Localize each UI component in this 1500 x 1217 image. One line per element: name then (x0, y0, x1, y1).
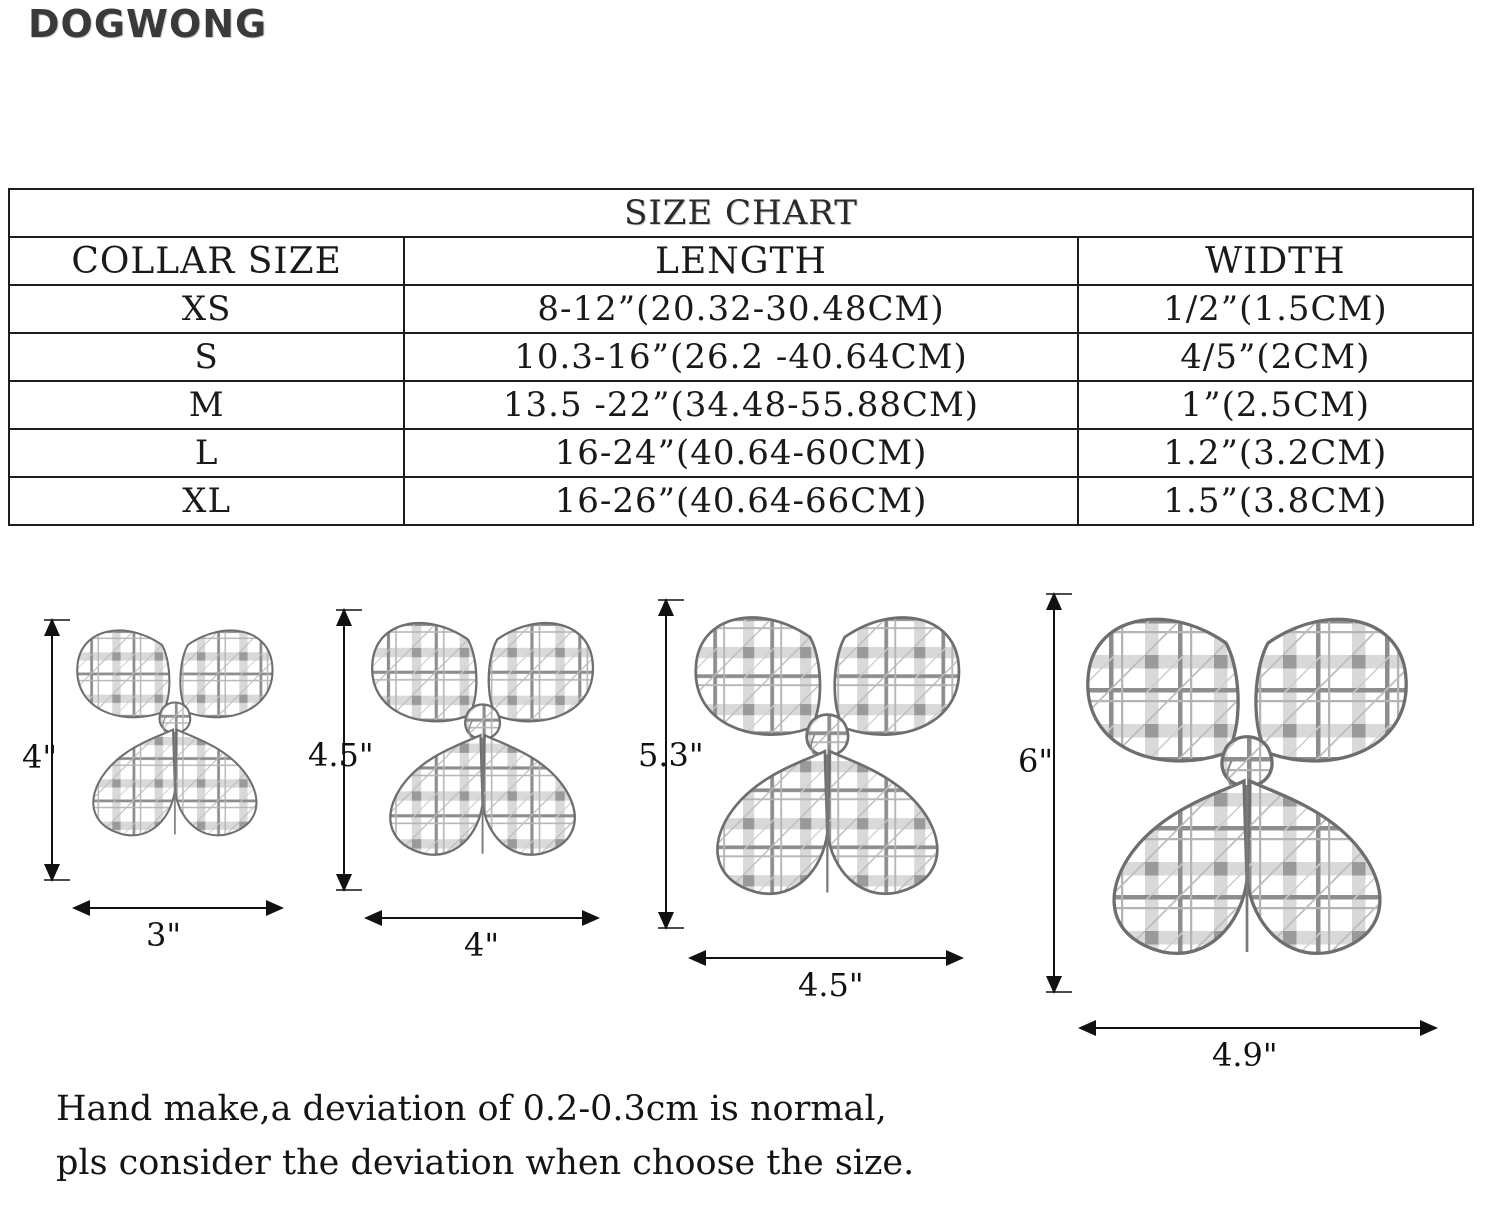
bow-small-width-label: 3" (146, 916, 182, 954)
column-header-length: LENGTH (404, 237, 1077, 285)
bow-small-height-label: 4" (22, 738, 58, 776)
table-row (9, 285, 1473, 333)
size-chart-section (8, 188, 1474, 526)
cell-width-xl: 1.5”(3.8CM) (1078, 477, 1473, 525)
bow-extra-large-graphic (1036, 572, 1476, 1072)
cell-length-xl: 16-26”(40.64-66CM) (404, 477, 1077, 525)
bow-small (22, 598, 330, 954)
column-header-width: WIDTH (1078, 237, 1473, 285)
bow-large (638, 578, 1020, 1004)
cell-size-s: S (9, 333, 404, 381)
size-chart-table (8, 188, 1474, 526)
table-row (9, 429, 1473, 477)
bow-extra-large-width-label: 4.9" (1212, 1036, 1278, 1074)
cell-size-xl: XL (9, 477, 404, 525)
brand-logo: DOGWONG (28, 2, 268, 46)
bow-medium-width-label: 4" (464, 926, 500, 964)
cell-size-l: L (9, 429, 404, 477)
cell-length-s: 10.3-16”(26.2 -40.64CM) (404, 333, 1077, 381)
deviation-note-line-2: pls consider the deviation when choose the size. (56, 1143, 915, 1184)
cell-width-xs: 1/2”(1.5CM) (1078, 285, 1473, 333)
cell-length-xs: 8-12”(20.32-30.48CM) (404, 285, 1077, 333)
table-row (9, 333, 1473, 381)
cell-length-m: 13.5 -22”(34.48-55.88CM) (404, 381, 1077, 429)
cell-width-m: 1”(2.5CM) (1078, 381, 1473, 429)
table-header-row (9, 237, 1473, 285)
bow-small-graphic (40, 598, 330, 938)
cell-size-xs: XS (9, 285, 404, 333)
bow-large-width-label: 4.5" (798, 966, 864, 1004)
bow-large-height-label: 5.3" (638, 736, 704, 774)
column-header-collar-size: COLLAR SIZE (9, 237, 404, 285)
bow-illustrations (0, 588, 1500, 1088)
bow-extra-large (1018, 572, 1476, 1074)
cell-length-l: 16-24”(40.64-60CM) (404, 429, 1077, 477)
cell-width-s: 4/5”(2CM) (1078, 333, 1473, 381)
cell-size-m: M (9, 381, 404, 429)
table-row (9, 477, 1473, 525)
cell-width-l: 1.2”(3.2CM) (1078, 429, 1473, 477)
bow-large-graphic (650, 578, 1020, 998)
bow-medium-graphic (330, 590, 650, 950)
deviation-note (56, 1082, 1156, 1191)
bow-medium (308, 590, 650, 964)
size-chart-title: SIZE CHART (9, 189, 1473, 237)
deviation-note-line-1: Hand make,a deviation of 0.2-0.3cm is normal, (56, 1089, 887, 1129)
bow-medium-height-label: 4.5" (308, 736, 374, 774)
table-title-row (9, 189, 1473, 237)
table-row (9, 381, 1473, 429)
bow-extra-large-height-label: 6" (1018, 742, 1054, 780)
